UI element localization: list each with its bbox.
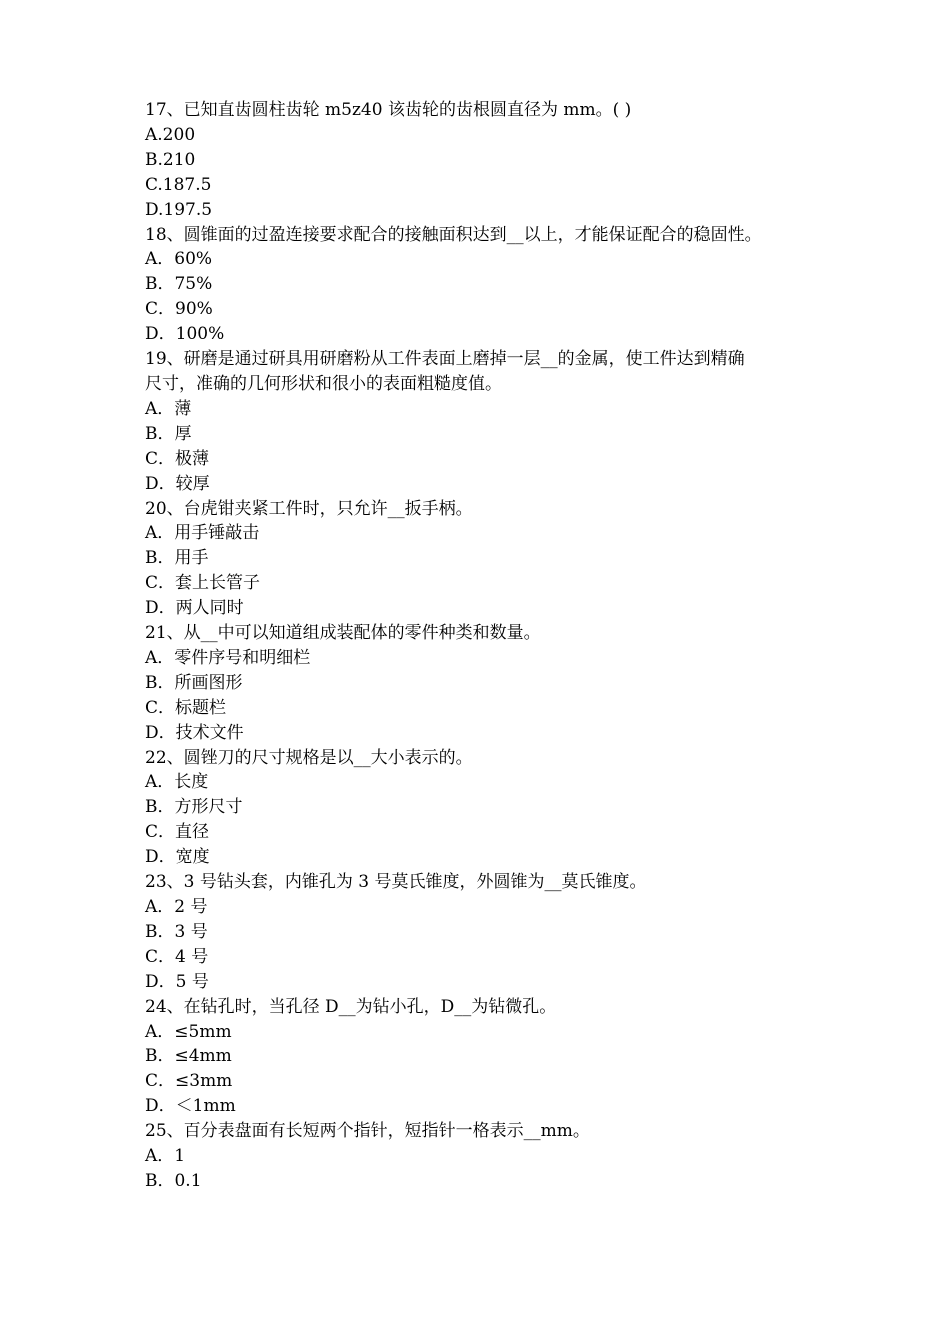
question-stem: 23、3 号钻头套，内锥孔为 3 号莫氏锥度，外圆锥为__莫氏锥度。 [145, 872, 647, 893]
answer-option: C．4 号 [145, 946, 209, 967]
answer-option: B．方形尺寸 [145, 797, 243, 818]
answer-option: A．零件序号和明细栏 [145, 647, 311, 668]
answer-option: B．厚 [145, 423, 192, 444]
answer-option: B．75% [145, 274, 213, 295]
answer-option: D．100% [145, 324, 225, 345]
question-block [145, 497, 825, 622]
answer-option: A．长度 [145, 772, 209, 793]
answer-option: D．宽度 [145, 847, 210, 868]
answer-option: A．60% [145, 249, 213, 270]
answer-option: C．极薄 [145, 448, 210, 469]
question-block [145, 1119, 825, 1194]
question-block [145, 223, 825, 348]
answer-option: B．0.1 [145, 1170, 202, 1191]
answer-option: A．2 号 [145, 897, 208, 917]
answer-option: A．≤5mm [145, 1021, 232, 1042]
answer-option: D．两人同时 [145, 598, 244, 619]
answer-option: C．直径 [145, 822, 210, 843]
answer-option: D．5 号 [145, 971, 209, 992]
answer-option: B.210 [145, 149, 196, 170]
answer-option: A．用手锤敲击 [145, 523, 260, 544]
answer-option: A．1 [145, 1146, 186, 1167]
answer-option: B．3 号 [145, 921, 208, 942]
answer-option: C．≤3mm [145, 1071, 233, 1092]
answer-option: C．90% [145, 299, 213, 320]
answer-option: D．技术文件 [145, 722, 244, 743]
answer-option: A.200 [145, 124, 196, 145]
question-list [145, 98, 825, 1194]
question-block [145, 347, 825, 496]
answer-option: B．用手 [145, 548, 209, 569]
answer-option: D.197.5 [145, 199, 213, 220]
question-block [145, 98, 825, 223]
question-stem: 20、台虎钳夹紧工件时，只允许__扳手柄。 [145, 498, 473, 519]
answer-option: C.187.5 [145, 174, 212, 195]
question-stem: 25、百分表盘面有长短两个指针，短指针一格表示__mm。 [145, 1121, 590, 1142]
answer-option: A．薄 [145, 398, 192, 419]
answer-option: D．＜1mm [145, 1096, 236, 1117]
question-block [145, 621, 825, 746]
question-block [145, 746, 825, 871]
question-stem: 19、研磨是通过研具用研磨粉从工件表面上磨掉一层__的金属，使工件达到精确 [145, 349, 745, 370]
question-stem: 21、从__中可以知道组成装配体的零件种类和数量。 [145, 623, 541, 644]
answer-option: C．套上长管子 [145, 573, 261, 594]
question-stem: 18、圆锥面的过盈连接要求配合的接触面积达到__以上，才能保证配合的稳固性。 [145, 224, 762, 245]
answer-option: B．所画图形 [145, 672, 243, 693]
question-block [145, 870, 825, 995]
question-stem: 尺寸，准确的几何形状和很小的表面粗糙度值。 [145, 373, 502, 394]
answer-option: B．≤4mm [145, 1046, 232, 1067]
answer-option: D．较厚 [145, 473, 210, 494]
answer-option: C．标题栏 [145, 697, 227, 718]
question-stem: 17、已知直齿圆柱齿轮 m5z40 该齿轮的齿根圆直径为 mm。( ) [145, 100, 632, 120]
question-stem: 22、圆锉刀的尺寸规格是以__大小表示的。 [145, 747, 473, 768]
question-stem: 24、在钻孔时，当孔径 D__为钻小孔，D__为钻微孔。 [145, 996, 557, 1017]
question-block [145, 995, 825, 1120]
